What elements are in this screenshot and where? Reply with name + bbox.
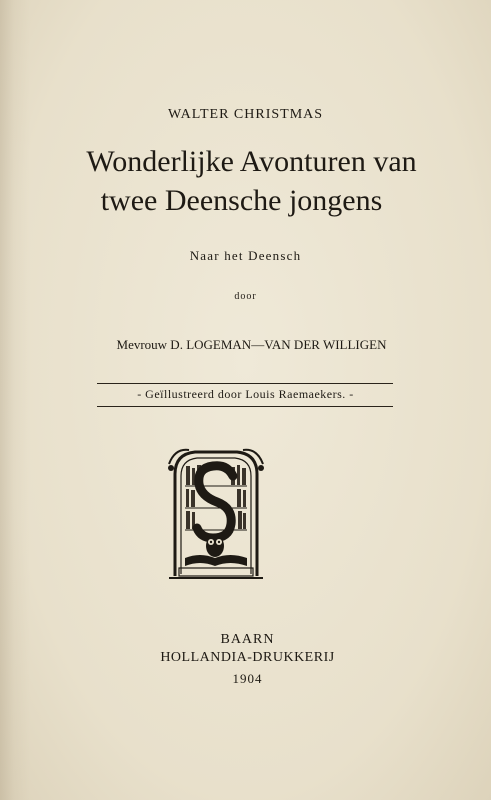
publisher-name: HOLLANDIA-DRUKKERIJ [160,650,335,665]
divider-top [97,383,393,384]
translator-name: Mevrouw D. LOGEMAN—VAN DER WILLIGEN [116,337,387,352]
book-title-line-1: Wonderlijke Avonturen van [86,145,417,178]
publisher-place: BAARN [220,632,275,647]
by-word: door [234,291,257,302]
publication-year: 1904 [232,671,263,686]
author-name: WALTER CHRISTMAS [167,107,324,122]
subtitle: Naar het Deensch [189,248,302,263]
book-title-line-2: twee Deensche jongens [100,184,383,217]
publisher-emblem-icon [165,446,267,584]
illustrator-note: - Geïllustreerd door Louis Raemaekers. - [137,387,354,401]
divider-bottom [97,406,393,407]
